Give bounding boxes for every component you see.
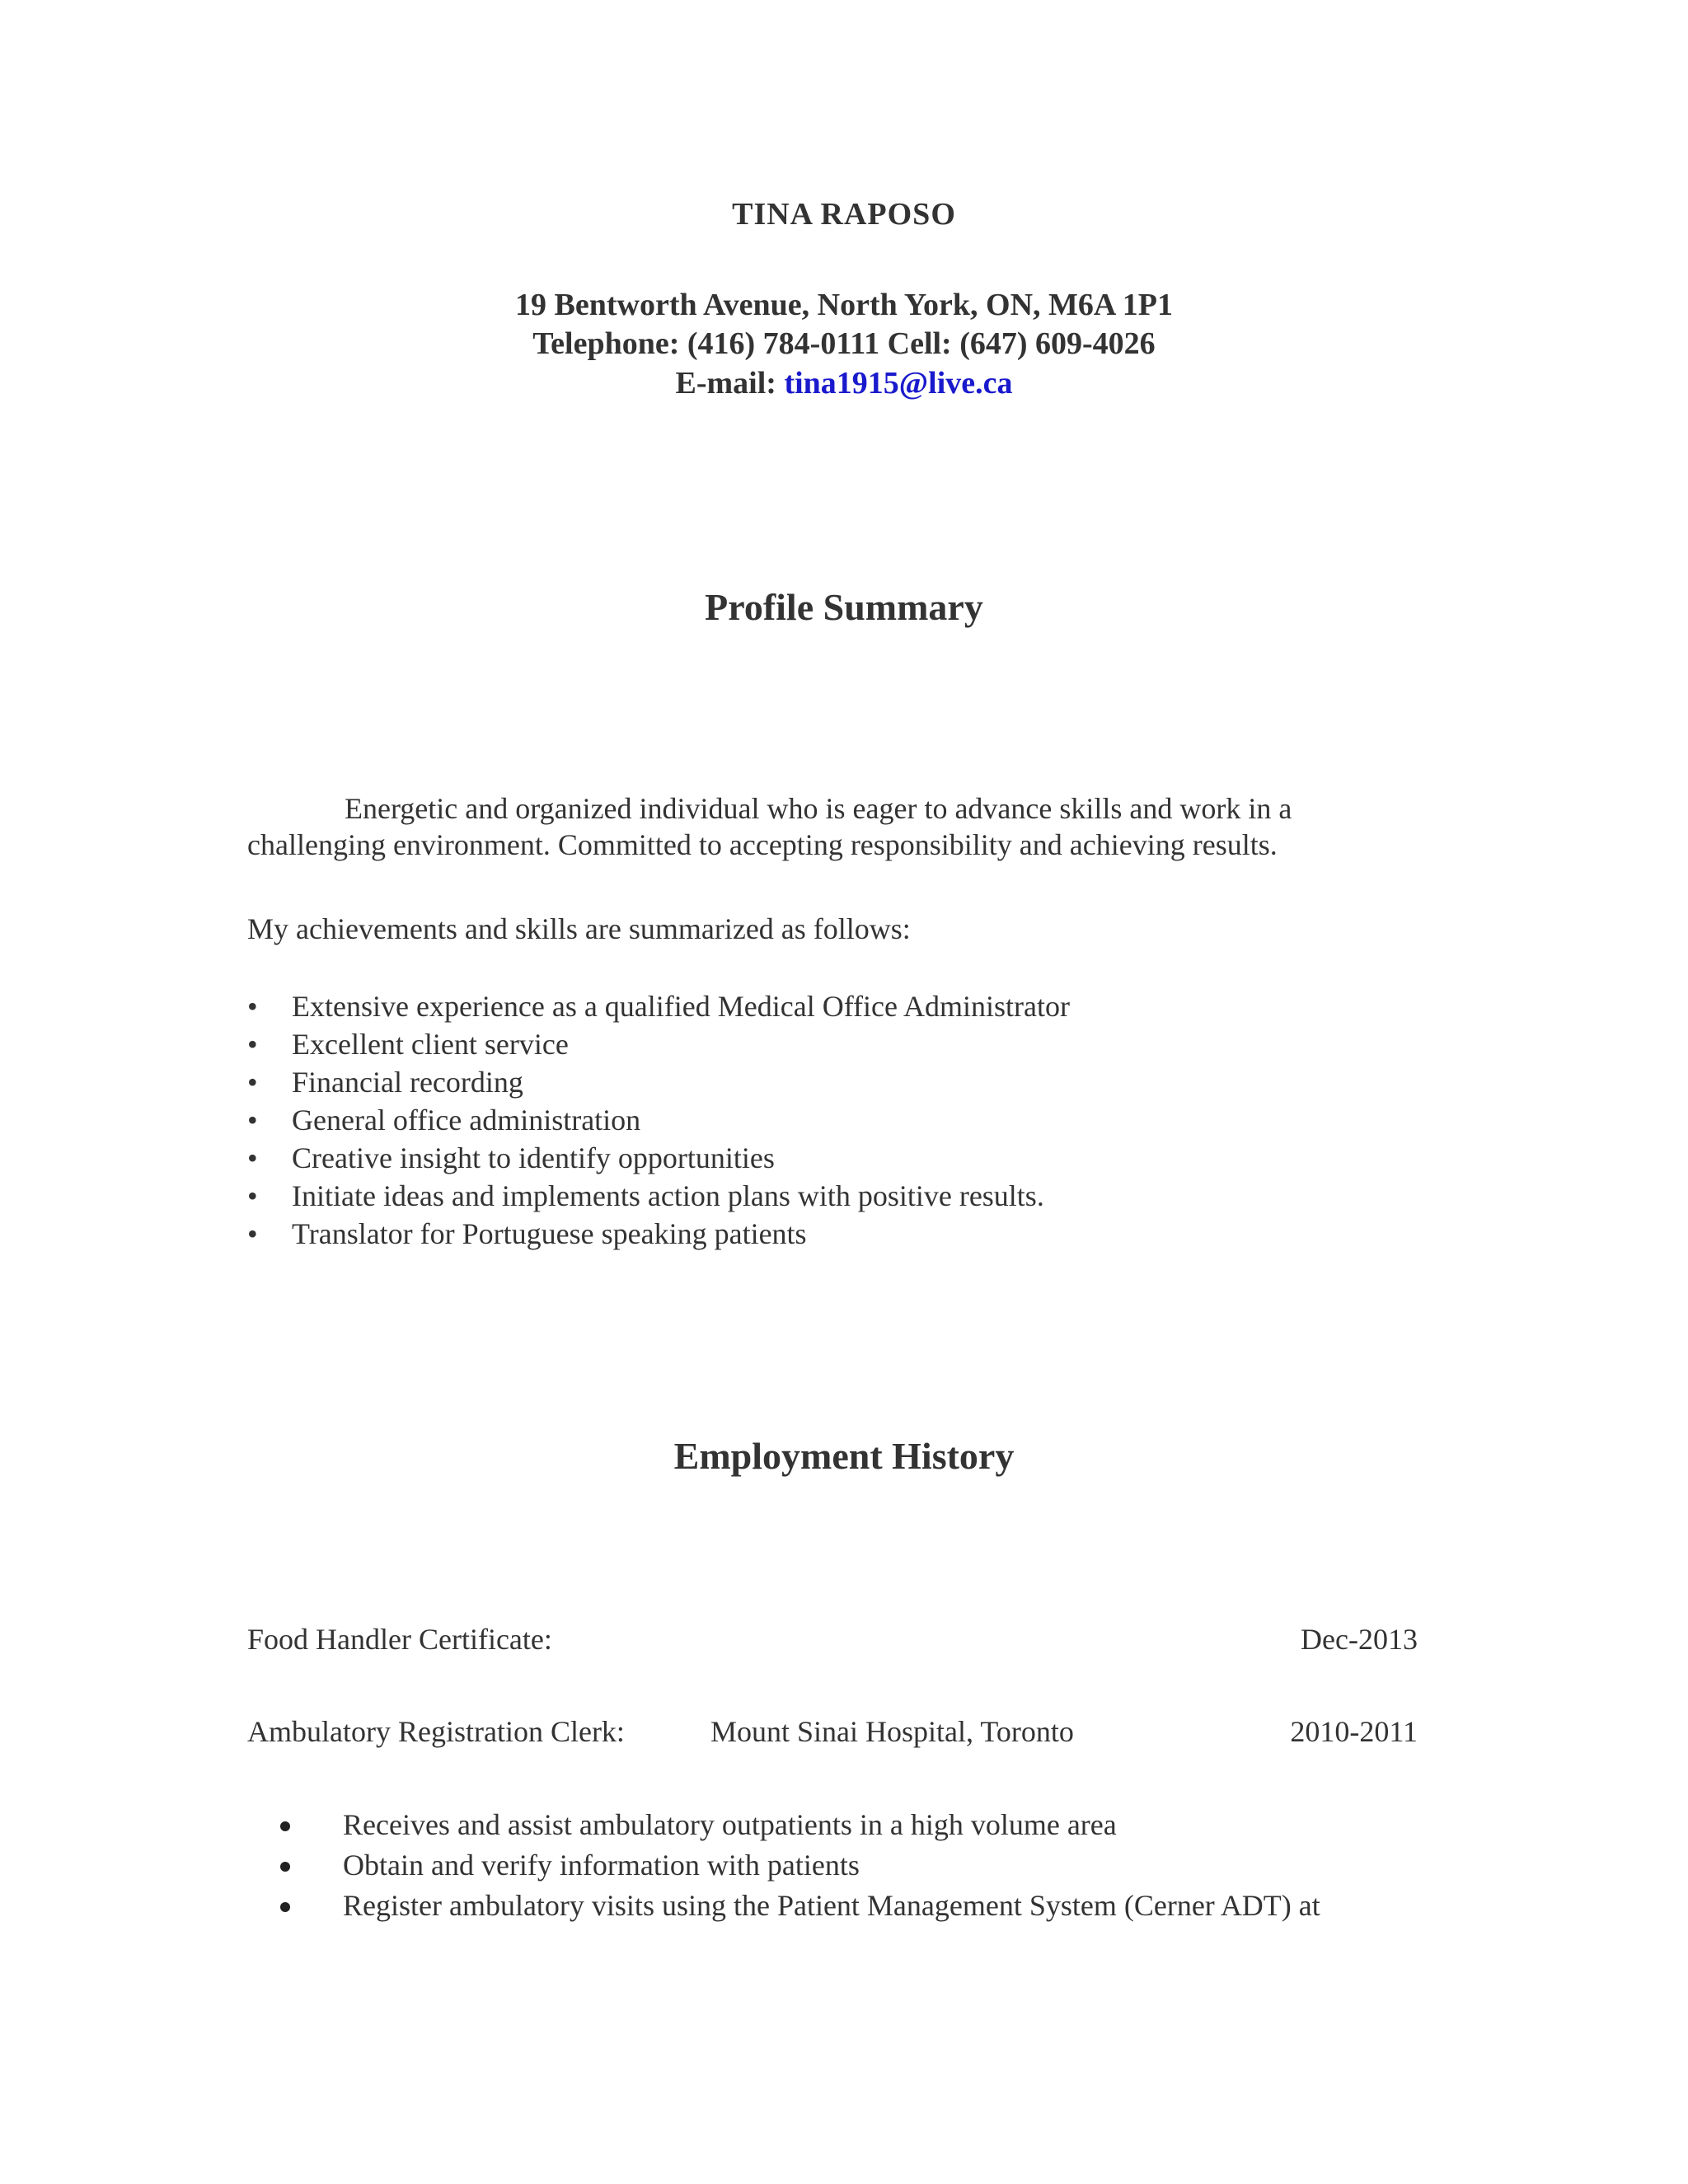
skill-item <box>247 1215 1070 1253</box>
telephone-line: Telephone: (416) 784-0111 Cell: (647) 609-4026 <box>532 326 1156 361</box>
skill-item <box>247 1139 1070 1177</box>
skills-list <box>247 987 1070 1253</box>
duty-text: Receives and assist ambulatory outpatients in a high volume area <box>343 1808 1117 1841</box>
skill-item <box>247 987 1070 1025</box>
skill-item <box>247 1101 1070 1139</box>
bullet-icon: • <box>247 1028 258 1061</box>
duty-item <box>247 1805 1418 1845</box>
profile-paragraph-line-1: Energetic and organized individual who is eager to advance skills and work in a <box>345 792 1292 825</box>
skill-item <box>247 1025 1070 1063</box>
entry-org: Mount Sinai Hospital, Toronto <box>710 1715 1074 1748</box>
duty-text: Obtain and verify information with patients <box>343 1849 860 1882</box>
skill-text: Financial recording <box>292 1066 523 1099</box>
bullet-icon: • <box>247 1217 258 1250</box>
skill-text: Creative insight to identify opportunities <box>292 1141 775 1174</box>
entry-title: Food Handler Certificate: <box>247 1623 552 1656</box>
bullet-dot-icon <box>280 1862 290 1872</box>
skill-text: Translator for Portuguese speaking patients <box>292 1217 807 1250</box>
employment-entry <box>247 1714 1418 1754</box>
skill-text: Initiate ideas and implements action plans with positive results. <box>292 1179 1044 1212</box>
bullet-icon: • <box>247 1066 258 1099</box>
profile-summary-heading: Profile Summary <box>705 586 983 628</box>
bullet-icon: • <box>247 1179 258 1212</box>
bullet-icon: • <box>247 990 258 1023</box>
skill-item <box>247 1177 1070 1215</box>
entry-date: Dec-2013 <box>1301 1623 1418 1656</box>
bullet-icon: • <box>247 1141 258 1174</box>
candidate-name: TINA RAPOSO <box>732 197 956 232</box>
skills-intro: My achievements and skills are summarized as follows: <box>247 912 911 945</box>
profile-paragraph-line-2: challenging environment. Committed to accepting responsibility and achieving results. <box>247 828 1278 861</box>
bullet-dot-icon <box>280 1821 290 1831</box>
address-line: 19 Bentworth Avenue, North York, ON, M6A 1P1 <box>515 288 1173 322</box>
skill-text: Excellent client service <box>292 1028 569 1061</box>
duty-text: Register ambulatory visits using the Patient Management System (Cerner ADT) at <box>343 1889 1320 1922</box>
entry-date: 2010-2011 <box>1290 1715 1418 1748</box>
bullet-dot-icon <box>280 1902 290 1912</box>
duties-list <box>247 1805 1418 1926</box>
bullet-icon: • <box>247 1104 258 1137</box>
employment-history-heading: Employment History <box>673 1435 1015 1477</box>
skill-item <box>247 1063 1070 1101</box>
entry-title: Ambulatory Registration Clerk: <box>247 1715 625 1748</box>
email-link[interactable]: tina1915@live.ca <box>784 366 1013 401</box>
email-line <box>0 365 1688 401</box>
email-label: E-mail: <box>675 366 785 401</box>
skill-text: General office administration <box>292 1104 641 1137</box>
skill-text: Extensive experience as a qualified Medical Office Administrator <box>292 990 1070 1023</box>
duty-item <box>247 1845 1418 1886</box>
employment-entry <box>247 1622 1418 1661</box>
duty-item <box>247 1886 1418 1926</box>
